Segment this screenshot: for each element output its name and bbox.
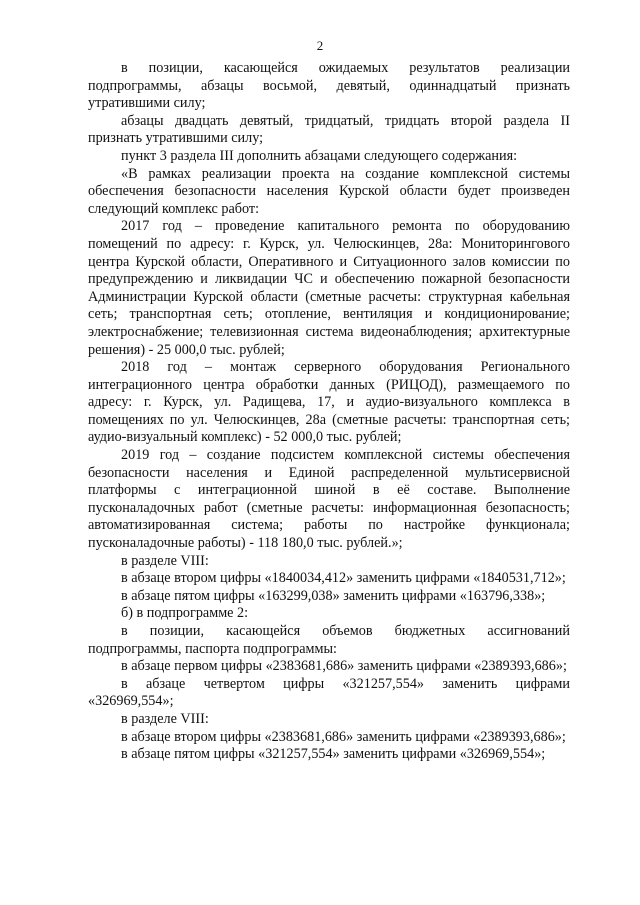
paragraph: в абзаце втором цифры «1840034,412» заменить цифрами «1840531,712»; xyxy=(121,570,566,587)
paragraph: в абзаце пятом цифры «321257,554» заменить цифрами «326969,554»; xyxy=(121,746,546,763)
document-body xyxy=(88,60,570,764)
paragraph: абзацы двадцать девятый, тридцатый, тридцать второй раздела II признать утратившими силу; xyxy=(88,112,570,147)
paragraph: в абзаце пятом цифры «163299,038» заменить цифрами «163796,338»; xyxy=(121,587,546,604)
paragraph: в разделе VIII: xyxy=(121,552,209,569)
paragraph: в абзаце четвертом цифры «321257,554» заменить цифрами «326969,554»; xyxy=(88,675,570,710)
paragraph: 2017 год – проведение капитального ремонта по оборудованию помещений по адресу: г. Курск, ул. Челюскинцев, 28а: Мониторингового центра Курской области, Оперативного и Ситуационного залов комиссии по предупреждению и ликвидации ЧС и обеспечению пожарной безопасности Администрации Курской области (сметные расчеты: структурная кабельная сеть; транспортная сеть; отопление, вентиляция и кондиционирование; электроснабжение; телевизионная система видеонаблюдения; архитектурные решения) - 25 000,0 тыс. рублей; xyxy=(88,218,570,358)
paragraph: 2018 год – монтаж серверного оборудования Регионального интеграционного центра обработки данных (РИЦОД), размещаемого по адресу: г. Курск, ул. Радищева, 17, и аудио-визуального комплекса в помещениях по ул. Челюскинцев, 28а (сметные расчеты: транспортная сеть; аудио-визуальный комплекс) - 52 000,0 тыс. рублей; xyxy=(88,359,570,446)
paragraph: пункт 3 раздела III дополнить абзацами следующего содержания: xyxy=(121,147,518,164)
paragraph: «В рамках реализации проекта на создание комплексной системы обеспечения безопасности населения Курской области будет произведен следующий комплекс работ: xyxy=(88,165,570,217)
page-number: 2 xyxy=(316,38,324,53)
paragraph: в позиции, касающейся ожидаемых результатов реализации подпрограммы, абзацы восьмой, девятый, одиннадцатый признать утратившими силу; xyxy=(88,60,570,112)
paragraph: в позиции, касающейся объемов бюджетных ассигнований подпрограммы, паспорта подпрограммы: xyxy=(88,623,570,657)
paragraph: 2019 год – создание подсистем комплексной системы обеспечения безопасности населения и Единой распределенной мультисервисной платформы с интеграционной шиной в её составе. Выполнение пусконаладочных работ (сметные расчеты: информационная безопасность; автоматизированная система; работы по настройке функционала; пусконаладочные работы) - 118 180,0 тыс. рублей.»; xyxy=(88,447,570,552)
paragraph: в абзаце втором цифры «2383681,686» заменить цифрами «2389393,686»; xyxy=(121,728,566,745)
paragraph: в абзаце первом цифры «2383681,686» заменить цифрами «2389393,686»; xyxy=(121,658,567,675)
paragraph: б) в подпрограмме 2: xyxy=(121,605,249,622)
paragraph: в разделе VIII: xyxy=(121,710,209,727)
